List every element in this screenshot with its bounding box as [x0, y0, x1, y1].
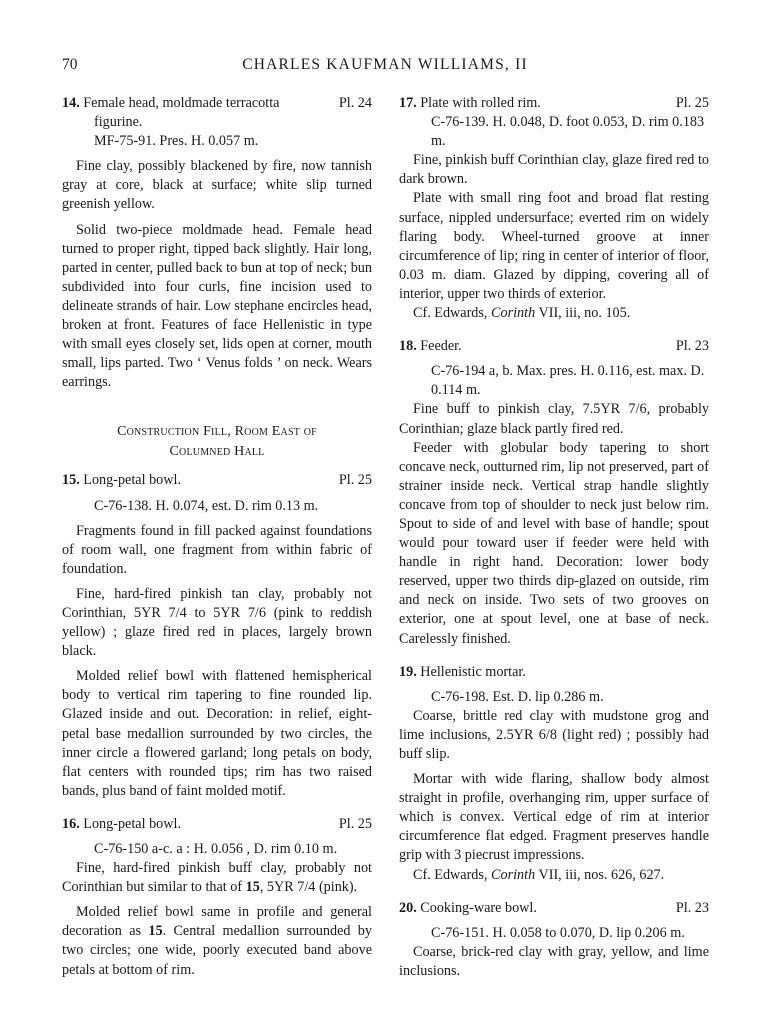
entry-title: Long-petal bowl. — [83, 815, 181, 832]
right-column — [399, 94, 709, 981]
fabric-paragraph: Fine, pinkish buff Corinthian clay, glaze fired red to dark brown. — [399, 152, 709, 188]
entry-number: 17. — [399, 95, 417, 111]
findspot-paragraph: Fragments found in fill packed against foundations of room wall, one fragment from within fabric of foundation. — [62, 522, 372, 577]
description-paragraph: Mortar with wide flaring, shallow body almost straight in profile, overhanging rim, upper surface of which is convex. Vertical edge of rim at interior circumference flat edged. Fragment preserves handle grip with 3 piecrust impressions. — [399, 771, 709, 864]
fabric-paragraph: Fine buff to pinkish clay, 7.5YR 7/6, probably Corinthian; glaze black partly fired red. — [399, 401, 709, 437]
cross-reference: 15 — [245, 879, 260, 896]
description-paragraph: Plate with small ring foot and broad flat resting surface, nippled undersurface; everted rim on widely flaring body. Wheel-turned groove at inner circumference of lip; ring in center of interior of floor, 0.03 m. diam. Glazed by dipping, covering all of interior, upper two thirds of exterior. — [399, 190, 709, 302]
left-column — [62, 94, 372, 980]
entry-title: Feeder. — [420, 338, 462, 355]
entry-19 — [399, 663, 709, 885]
catalog-line: C-76-138. H. 0.074, est. D. rim 0.13 m. — [94, 497, 319, 514]
entry-heading — [399, 94, 709, 113]
catalog-line: C-76-194 a, b. Max. pres. H. 0.116, est. max. D. 0.114 m. — [431, 363, 705, 399]
entry-number: 16. — [62, 815, 80, 832]
entry-heading — [399, 337, 709, 356]
entry-title: Long-petal bowl. — [83, 472, 181, 489]
description-paragraph: Molded relief bowl with flattened hemispherical body to vertical rim tapering to fine rounded lip. Glazed inside and out. Decoration: in relief, eight-petal base medallion surrounded by two circles, the inner circle a flowered garland; long petals on body, flat centers with rounded tips; rim has two raised bands, plus band of faint molded motif. — [62, 668, 372, 799]
running-header — [62, 56, 708, 78]
publication-title: Corinth — [491, 305, 536, 322]
catalog-line: C-76-150 a-c. a : H. 0.056 , D. rim 0.10 m. — [94, 841, 338, 857]
catalog-line: MF-75-91. Pres. H. 0.057 m. — [94, 133, 259, 150]
entry-16 — [62, 815, 372, 980]
plate-reference: Pl. 25 — [675, 95, 709, 111]
description-paragraph: Molded relief bowl same in profile and general decoration as 15. Central medallion surrounded by two circles; one wide, poorly executed band above petals at bottom of rim. — [62, 904, 372, 978]
fabric-paragraph: Fine clay, possibly blackened by fire, now tannish gray at core, black at surface; white slip turned greenish yellow. — [62, 158, 372, 213]
running-title: CHARLES KAUFMAN WILLIAMS, II — [242, 56, 528, 73]
description-paragraph: Solid two-piece moldmade head. Female head turned to proper right, tipped back slightly. Hair long, parted in center, pulled back to bun at top of neck; bun subdivided into four curls, fine incision used to delineate strands of hair. Low stephane encircles head, broken at front. Features of face Hellenistic in type with small eyes closely set, lids open at corner, mouth small, lips parted. Two ‘ Venus folds ’ on neck. Wears earrings. — [62, 221, 372, 391]
entry-number: 14. — [62, 95, 80, 111]
fabric-paragraph: Fine, hard-fired pinkish buff clay, probably not Corinthian but similar to that of 15, 5YR 7/4 (pink). — [62, 860, 372, 896]
catalog-line: C-76-198. Est. D. lip 0.286 m. — [431, 688, 604, 705]
entry-title: Hellenistic mortar. — [420, 663, 526, 680]
entry-number: 15. — [62, 472, 80, 489]
entry-18 — [399, 337, 709, 649]
entry-number: 19. — [399, 663, 417, 680]
entry-14 — [62, 94, 372, 392]
plate-reference: Pl. 24 — [338, 95, 372, 111]
entry-20 — [399, 899, 709, 981]
catalog-line: C-76-151. H. 0.058 to 0.070, D. lip 0.206 m. — [431, 924, 685, 941]
fabric-paragraph: Coarse, brick-red clay with gray, yellow, and lime inclusions. — [399, 943, 709, 979]
section-heading-line: Construction Fill, Room East of — [117, 424, 317, 440]
publication-title: Corinth — [491, 866, 536, 883]
comparanda: Cf. Edwards, Corinth VII, iii, no. 105. — [413, 305, 631, 322]
section-heading-line: Columned Hall — [169, 443, 265, 459]
plate-reference: Pl. 23 — [675, 899, 709, 916]
plate-reference: Pl. 25 — [338, 472, 372, 489]
page-number: 70 — [62, 56, 78, 73]
entry-heading — [62, 94, 372, 132]
entry-15 — [62, 471, 372, 801]
entry-heading — [62, 471, 372, 490]
entry-title: Plate with rolled rim. — [420, 95, 541, 111]
entry-heading — [399, 663, 709, 682]
entry-title-continuation: figurine. — [94, 114, 143, 131]
section-heading — [62, 422, 372, 461]
comparanda: Cf. Edwards, Corinth VII, iii, nos. 626, 627. — [413, 866, 665, 883]
fabric-paragraph: Fine, hard-fired pinkish tan clay, probably not Corinthian, 5YR 7/4 to 5YR 7/6 (pink to reddish yellow) ; glaze fired red in places, largely brown black. — [62, 585, 372, 660]
description-paragraph: Feeder with globular body tapering to short concave neck, outturned rim, lip not preserved, part of strainer inside neck. Vertical strap handle slightly concave from top of shoulder to neck just below rim. Spout to side of and level with base of handle; spout would pour toward user if feeder were held with handle in right hand. Decoration: lower body reserved, upper two thirds dip-glazed on outside, rim and neck on inside. Two sets of two grooves on exterior, one at spout level, one at base of neck. Carelessly finished. — [399, 439, 709, 647]
entry-number: 18. — [399, 338, 417, 355]
cross-reference: 15 — [148, 923, 163, 940]
catalog-line: C-76-139. H. 0.048, D. foot 0.053, D. rim 0.183 m. — [431, 114, 705, 150]
fabric-paragraph: Coarse, brittle red clay with mudstone grog and lime inclusions, 2.5YR 6/8 (light red) ; possibly had buff slip. — [399, 707, 709, 762]
entry-17 — [399, 94, 709, 323]
entry-heading — [62, 815, 372, 834]
plate-reference: Pl. 23 — [675, 338, 709, 355]
entry-title: Cooking-ware bowl. — [420, 899, 537, 916]
entry-heading — [399, 899, 709, 918]
entry-title: Female head, moldmade terracotta — [83, 95, 280, 111]
plate-reference: Pl. 25 — [338, 815, 372, 832]
entry-number: 20. — [399, 899, 417, 916]
